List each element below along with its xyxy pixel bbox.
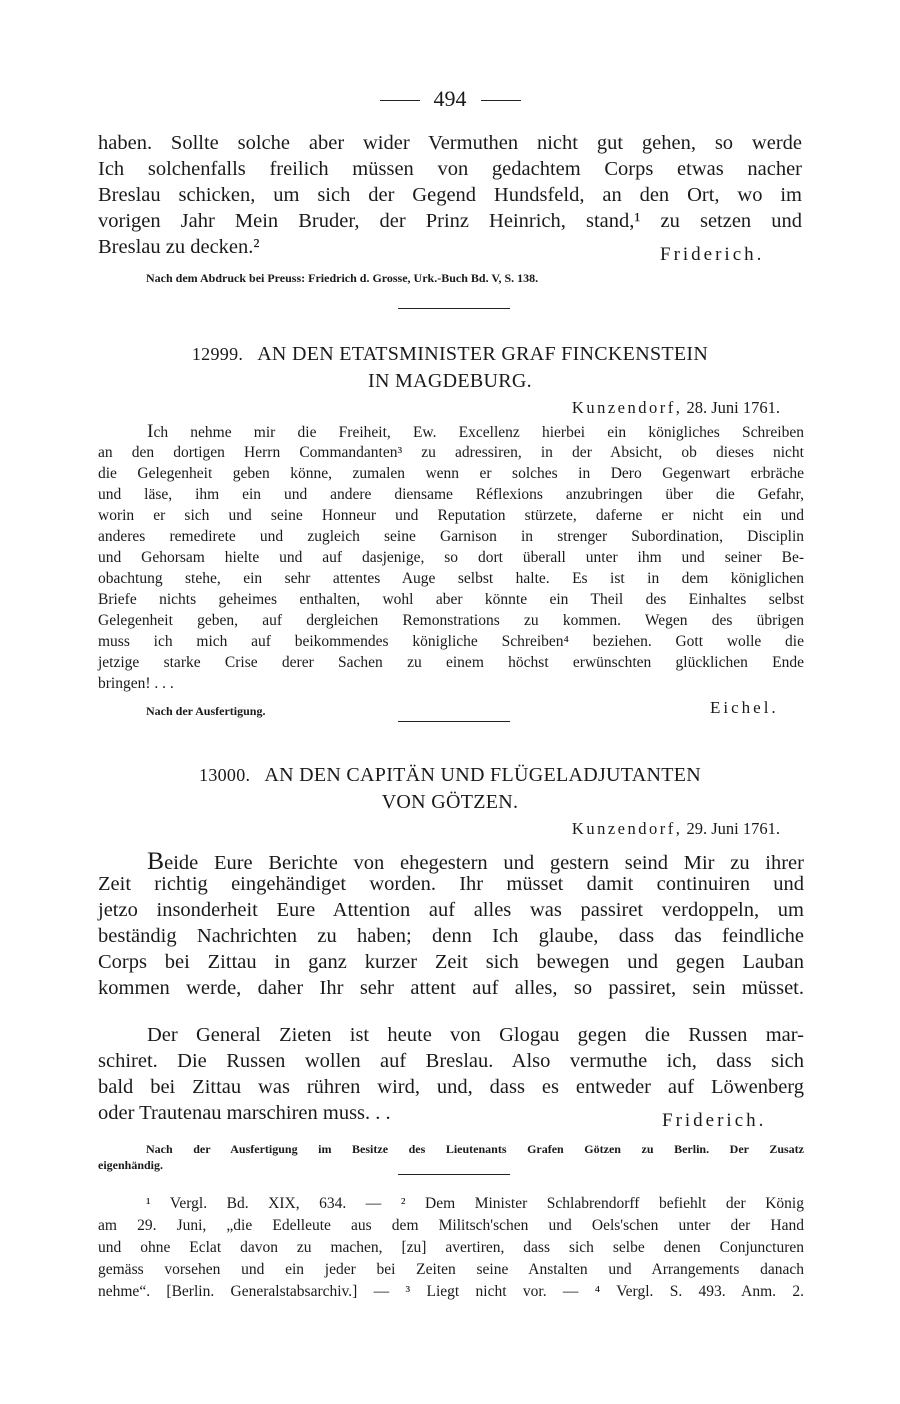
- text-line: anderes remedirete und zugleich seine Garnison in strenger Subordination, Disciplin: [98, 528, 804, 545]
- page-number-dash-right: [481, 100, 521, 101]
- letter-heading-line1: AN DEN CAPITÄN UND FLÜGELADJUTANTEN: [264, 764, 701, 786]
- text-line: beständig Nachrichten zu haben; denn Ich glaube, dass das feindliche: [98, 925, 804, 947]
- footnote-line: und ohne Eclat davon zu machen, [zu] avertiren, dass sich selbe denen Conjuncturen: [98, 1239, 804, 1256]
- place-date: [572, 819, 780, 839]
- text-line: [147, 846, 804, 876]
- letter-heading: [0, 343, 900, 366]
- text-line: und Gehorsam hielte und auf dasjenige, so dort überall unter ihm und seiner Be-: [98, 549, 804, 566]
- signature: Eichel.: [710, 698, 779, 717]
- section-divider: [398, 1174, 510, 1175]
- text-line: und läse, ihm ein und andere diensame Réflexions anzubringen über die Gefahr,: [98, 486, 804, 503]
- text-line: vorigen Jahr Mein Bruder, der Prinz Heinrich, stand,¹ zu setzen und: [98, 210, 802, 232]
- drop-cap: B: [147, 846, 165, 875]
- text-line: oder Trautenau marschiren muss. . .: [98, 1102, 391, 1124]
- letter-heading-line1: AN DEN ETATSMINISTER GRAF FINCKENSTEIN: [257, 343, 709, 365]
- source-note: Nach der Ausfertigung im Besitze des Lieutenants Grafen Götzen zu Berlin. Der Zusatz: [146, 1142, 804, 1156]
- text-line: bringen! . . .: [98, 675, 174, 692]
- text-line: Breslau zu decken.²: [98, 236, 260, 258]
- source-note: eigenhändig.: [98, 1158, 164, 1172]
- page-number-text: 494: [433, 86, 467, 111]
- text-line: Briefe nichts geheimes enthalten, wohl aber könnte ein Theil des Einhaltes selbst: [98, 591, 804, 608]
- text-line: obachtung stehe, ein sehr attentes Auge selbst halte. Es ist in dem königlichen: [98, 570, 804, 587]
- text-line: die Gelegenheit geben könne, zumalen wenn er solches in Dero Gegenwart erbräche: [98, 465, 804, 482]
- text-line: muss ich mich auf beikommendes königliche Schreiben⁴ beziehen. Gott wolle die: [98, 633, 804, 650]
- date: 29. Juni 1761.: [686, 819, 780, 838]
- text-line: Der General Zieten ist heute von Glogau gegen die Russen mar-: [147, 1024, 804, 1046]
- text-line-content: ch nehme mir die Freiheit, Ew. Excellenz hierbei ein königliches Schreiben: [153, 424, 804, 441]
- text-line: haben. Sollte solche aber wider Vermuthen nicht gut gehen, so werde: [98, 132, 802, 154]
- source-note: Nach der Ausfertigung.: [146, 704, 266, 718]
- letter-number: 12999.: [191, 344, 244, 364]
- text-line-content: eide Eure Berichte von ehegestern und gestern seind Mir zu ihrer: [164, 852, 804, 874]
- letter-heading-line2: VON GÖTZEN.: [381, 791, 519, 813]
- text-line: jetzo insonderheit Eure Attention auf alles was passiret verdoppeln, um: [98, 899, 804, 921]
- place-date: [572, 398, 780, 418]
- drop-cap: I: [147, 421, 154, 442]
- text-line: [147, 421, 804, 443]
- signature: Friderich.: [660, 244, 765, 265]
- source-note: Nach dem Abdruck bei Preuss: Friedrich d. Grosse, Urk.-Buch Bd. V, S. 138.: [146, 271, 539, 285]
- section-divider: [398, 721, 510, 722]
- text-line: Zeit richtig eingehändiget worden. Ihr müsset damit continuiren und: [98, 873, 804, 895]
- letter-number: 13000.: [199, 765, 251, 785]
- letter-heading-line2: IN MAGDEBURG.: [368, 370, 532, 392]
- text-line: jetzige starke Crise derer Sachen zu einem höchst erwünschten glücklichen Ende: [98, 654, 804, 671]
- date: 28. Juni 1761.: [686, 398, 780, 417]
- footnote-line: am 29. Juni, „die Edelleute aus dem Militsch'schen und Oels'schen unter der Hand: [98, 1217, 804, 1234]
- footnote-line: nehme“. [Berlin. Generalstabsarchiv.] — ³ Liegt nicht vor. — ⁴ Vergl. S. 493. Anm. 2.: [98, 1283, 804, 1300]
- footnote-line: ¹ Vergl. Bd. XIX, 634. — ² Dem Minister Schlabrendorff befiehlt der König: [146, 1195, 804, 1212]
- section-divider: [398, 308, 510, 309]
- text-line: schiret. Die Russen wollen auf Breslau. Also vermuthe ich, dass sich: [98, 1050, 804, 1072]
- text-line: worin er sich und seine Honneur und Reputation stürzete, daferne er nicht ein und: [98, 507, 804, 524]
- text-line: an den dortigen Herrn Commandanten³ zu adressiren, in der Absicht, ob dieses nicht: [98, 444, 804, 461]
- page-number: [0, 86, 900, 112]
- text-line: Gelegenheit geben, auf dergleichen Remonstrations zu kommen. Wegen des übrigen: [98, 612, 804, 629]
- text-line: Corps bei Zittau in ganz kurzer Zeit sich bewegen und gegen Lauban: [98, 951, 804, 973]
- footnote-line: gemäss vorsehen und ein jeder bei Zeiten seine Anstalten und Arrangements danach: [98, 1261, 804, 1278]
- signature: Friderich.: [662, 1110, 767, 1131]
- letter-heading: [0, 764, 900, 787]
- place-name: Kunzendorf,: [571, 819, 683, 838]
- text-line: bald bei Zittau was rühren wird, und, dass es entweder auf Löwenberg: [98, 1076, 804, 1098]
- page-number-dash-left: [380, 100, 420, 101]
- text-line: kommen werde, daher Ihr sehr attent auf alles, so passiret, sein müsset.: [98, 977, 804, 999]
- place-name: Kunzendorf,: [571, 398, 683, 417]
- text-line: Breslau schicken, um sich der Gegend Hundsfeld, an den Ort, wo im: [98, 184, 802, 206]
- text-line: Ich solchenfalls freilich müssen von gedachtem Corps etwas nacher: [98, 158, 802, 180]
